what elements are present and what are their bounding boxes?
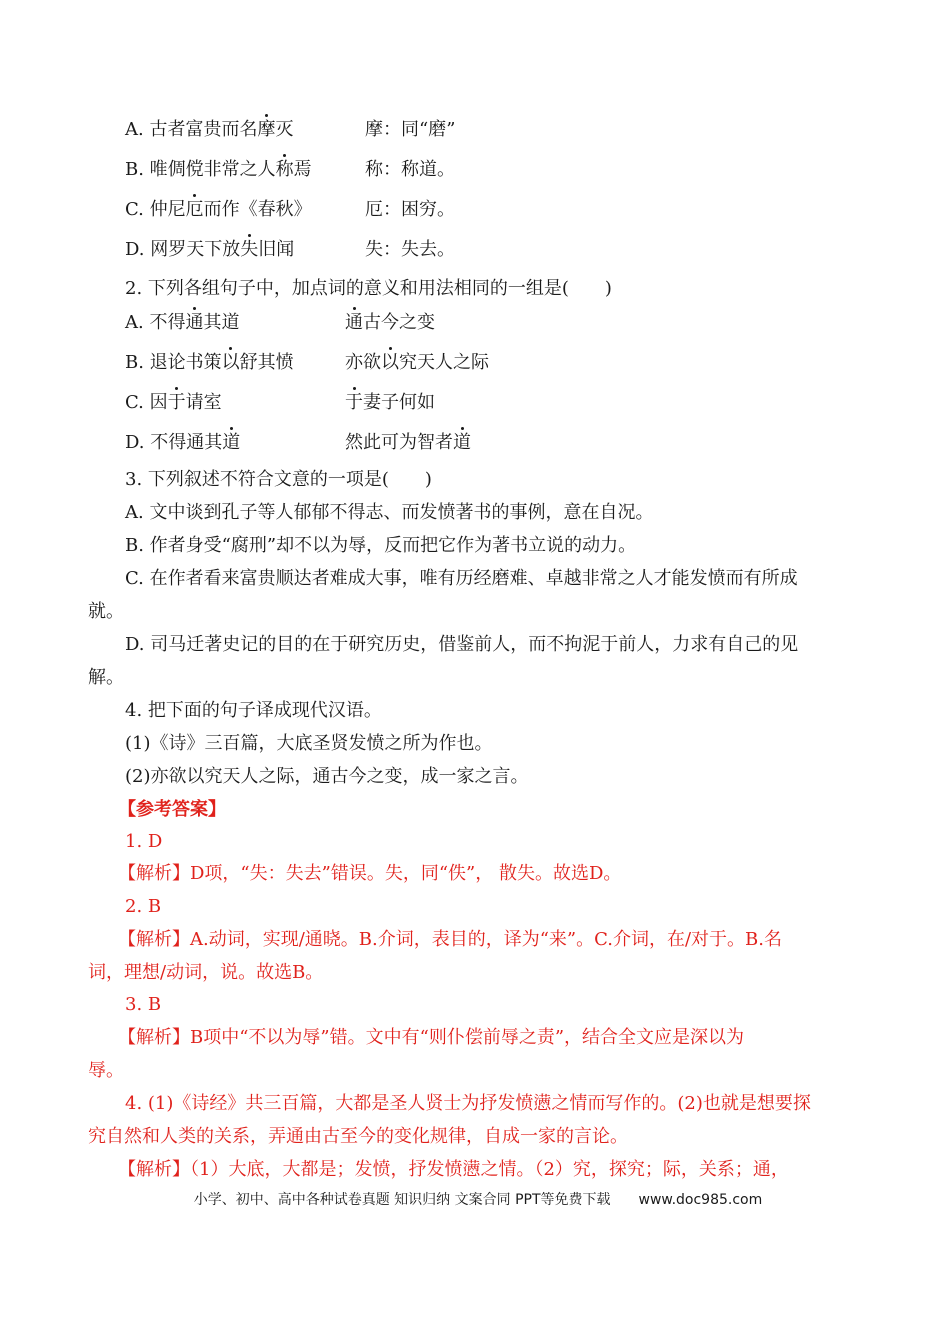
q4-stem: 4. 把下面的句子译成现代汉语。 (125, 700, 382, 721)
q3-stem: 3. 下列叙述不符合文意的一项是( ) (125, 469, 432, 490)
q4-sentence-1: (1)《诗》三百篇，大底圣贤发愤之所为作也。 (125, 733, 493, 754)
q1-option-a-note: 摩：同“磨” (365, 119, 456, 140)
q3-option-a: A. 文中谈到孔子等人郁郁不得志、而发愤著书的事例，意在自况。 (125, 502, 654, 523)
answer-4: 4. (1)《诗经》共三百篇，大都是圣人贤士为抒发愤懑之情而写作的。(2)也就是想要探 (125, 1093, 811, 1114)
dotted-char: 通 (185, 312, 204, 333)
dotted-char: 于 (345, 392, 363, 413)
explanation-2-cont: 词，理想/动词，说。故选B。 (88, 962, 324, 983)
q1-option-d-note: 失：失去。 (365, 239, 455, 260)
explanation-3: 【解析】B项中“不以为辱”错。文中有“则仆偿前辱之责”，结合全文应是深以为 (118, 1027, 745, 1048)
dotted-char: 称 (275, 159, 294, 180)
dotted-char: 道 (453, 432, 471, 453)
q2-stem: 2. 下列各组句子中，加点词的意义和用法相同的一组是( ) (125, 278, 612, 299)
dotted-char: 以 (381, 352, 399, 373)
dotted-char: 通 (345, 312, 363, 333)
dotted-char: 厄 (185, 199, 204, 220)
dotted-char: 于 (167, 392, 186, 413)
dotted-char: 道 (222, 432, 241, 453)
q2-option-c: C. 因于请室 于妻子何如 (125, 392, 435, 413)
explanation-1: 【解析】D项，“失：失去”错误。失，同“佚”， 散失。故选D。 (118, 863, 622, 884)
answer-3: 3. B (125, 994, 162, 1015)
dotted-char: 摩 (257, 119, 276, 140)
q1-option-b: B. 唯倜傥非常之人称焉 称：称道。 (125, 159, 455, 180)
q2-option-a: A. 不得通其道 通古今之变 (125, 312, 435, 333)
q2-option-d: D. 不得通其道 然此可为智者道 (125, 432, 471, 453)
q1-option-a: A. 古者富贵而名摩灭 摩：同“磨” (125, 119, 456, 140)
q1-option-c-note: 厄：困穷。 (365, 199, 455, 220)
explanation-2: 【解析】A.动词，实现/通晓。B.介词，表目的，译为“来”。C.介词，在/对于。B.名 (118, 929, 783, 950)
q1-option-c: C. 仲尼厄而作《春秋》 厄：困穷。 (125, 199, 455, 220)
q1-option-b-note: 称：称道。 (365, 159, 455, 180)
dotted-char: 失 (240, 239, 259, 260)
q3-option-b: B. 作者身受“腐刑”却不以为辱，反而把它作为著书立说的动力。 (125, 535, 637, 556)
answer-4-cont: 究自然和人类的关系，弄通由古至今的变化规律，自成一家的言论。 (88, 1126, 628, 1147)
page-footer: 小学、初中、高中各种试卷真题 知识归纳 文案合同 PPT等免费下载 www.doc985.com (193, 1192, 763, 1208)
q4-sentence-2: (2)亦欲以究天人之际，通古今之变，成一家之言。 (125, 766, 529, 787)
explanation-4: 【解析】（1）大底，大都是；发愤，抒发愤懑之情。（2）究，探究；际，关系；通， (118, 1159, 789, 1180)
dotted-char: 以 (221, 352, 240, 373)
q3-option-c: C. 在作者看来富贵顺达者难成大事，唯有历经磨难、卓越非常之人才能发愤而有所成 (125, 568, 798, 589)
answer-2: 2. B (125, 896, 162, 917)
q3-option-d-cont: 解。 (88, 667, 124, 688)
answer-1: 1. D (125, 831, 163, 852)
q1-option-d: D. 网罗天下放失旧闻 失：失去。 (125, 239, 455, 260)
q2-option-b: B. 退论书策以舒其愤 亦欲以究天人之际 (125, 352, 489, 373)
q3-option-c-cont: 就。 (88, 601, 124, 622)
answers-heading: 【参考答案】 (118, 799, 226, 820)
explanation-3-cont: 辱。 (88, 1060, 124, 1081)
q3-option-d: D. 司马迁著史记的目的在于研究历史，借鉴前人，而不拘泥于前人，力求有自己的见 (125, 634, 799, 655)
